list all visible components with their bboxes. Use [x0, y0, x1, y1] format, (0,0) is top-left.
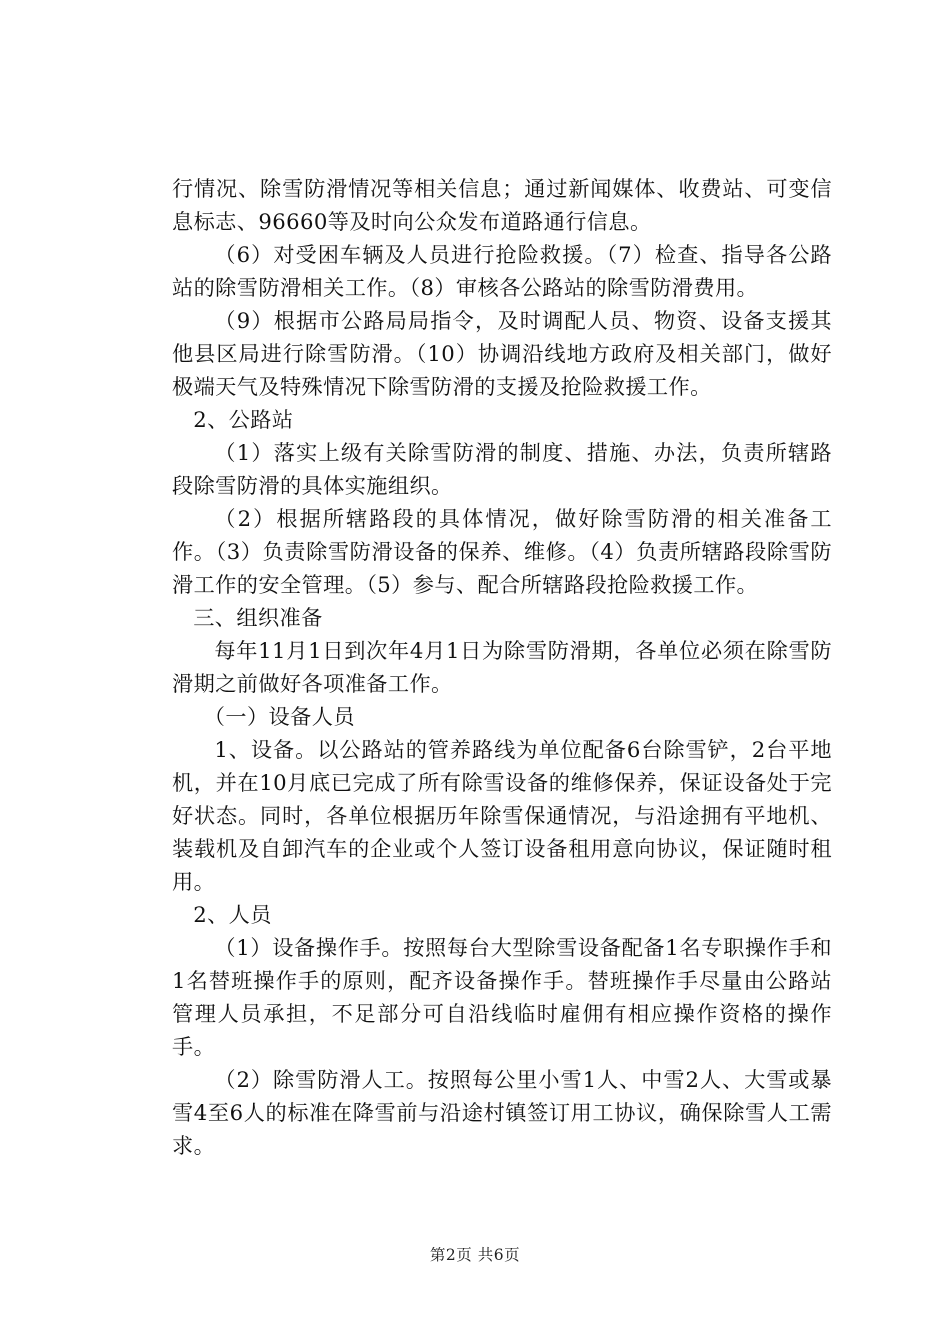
paragraph-item-6-8: （6）对受困车辆及人员进行抢险救援。（7）检查、指导各公路站的除雪防滑相关工作。（8）审核各公路站的除雪防滑费用。	[172, 242, 832, 300]
subsection-heading-equipment-personnel: （一）设备人员	[203, 704, 355, 729]
paragraph-labor: （2）除雪防滑人工。按照每公里小雪1人、中雪2人、大雪或暴雪4至6人的标准在降雪前与沿途村镇签订用工协议，确保除雪人工需求。	[172, 1067, 832, 1158]
paragraph-operators: （1）设备操作手。按照每台大型除雪设备配备1名专职操作手和1名替班操作手的原则，配齐设备操作手。替班操作手尽量由公路站管理人员承担，不足部分可自沿线临时雇佣有相应操作资格的操作手。	[172, 935, 832, 1059]
section-heading-highway-station: 2、公路站	[193, 407, 294, 432]
page-number-footer: 第2页 共6页	[429, 1246, 521, 1264]
paragraph-continuation: 行情况、除雪防滑情况等相关信息；通过新闻媒体、收费站、可变信息标志、96660等及时向公众发布道路通行信息。	[172, 176, 832, 234]
paragraph-period: 每年11月1日到次年4月1日为除雪防滑期，各单位必须在除雪防滑期之前做好各项准备工作。	[172, 638, 832, 696]
document-body	[172, 172, 832, 1162]
paragraph-station-item-1: （1）落实上级有关除雪防滑的制度、措施、办法，负责所辖路段除雪防滑的具体实施组织。	[172, 440, 832, 498]
section-heading-personnel: 2、人员	[193, 902, 272, 927]
paragraph-equipment: 1、设备。以公路站的管养路线为单位配备6台除雪铲，2台平地机，并在10月底已完成了所有除雪设备的维修保养，保证设备处于完好状态。同时，各单位根据历年除雪保通情况，与沿途拥有平地机、装载机及自卸汽车的企业或个人签订设备租用意向协议，保证随时租用。	[172, 737, 832, 894]
paragraph-station-items-2-5: （2）根据所辖路段的具体情况，做好除雪防滑的相关准备工作。（3）负责除雪防滑设备的保养、维修。（4）负责所辖路段除雪防滑工作的安全管理。（5）参与、配合所辖路段抢险救援工作。	[172, 506, 832, 597]
paragraph-item-9-10: （9）根据市公路局局指令，及时调配人员、物资、设备支援其他县区局进行除雪防滑。（10）协调沿线地方政府及相关部门，做好极端天气及特殊情况下除雪防滑的支援及抢险救援工作。	[172, 308, 832, 399]
section-heading-organization: 三、组织准备	[193, 605, 323, 630]
